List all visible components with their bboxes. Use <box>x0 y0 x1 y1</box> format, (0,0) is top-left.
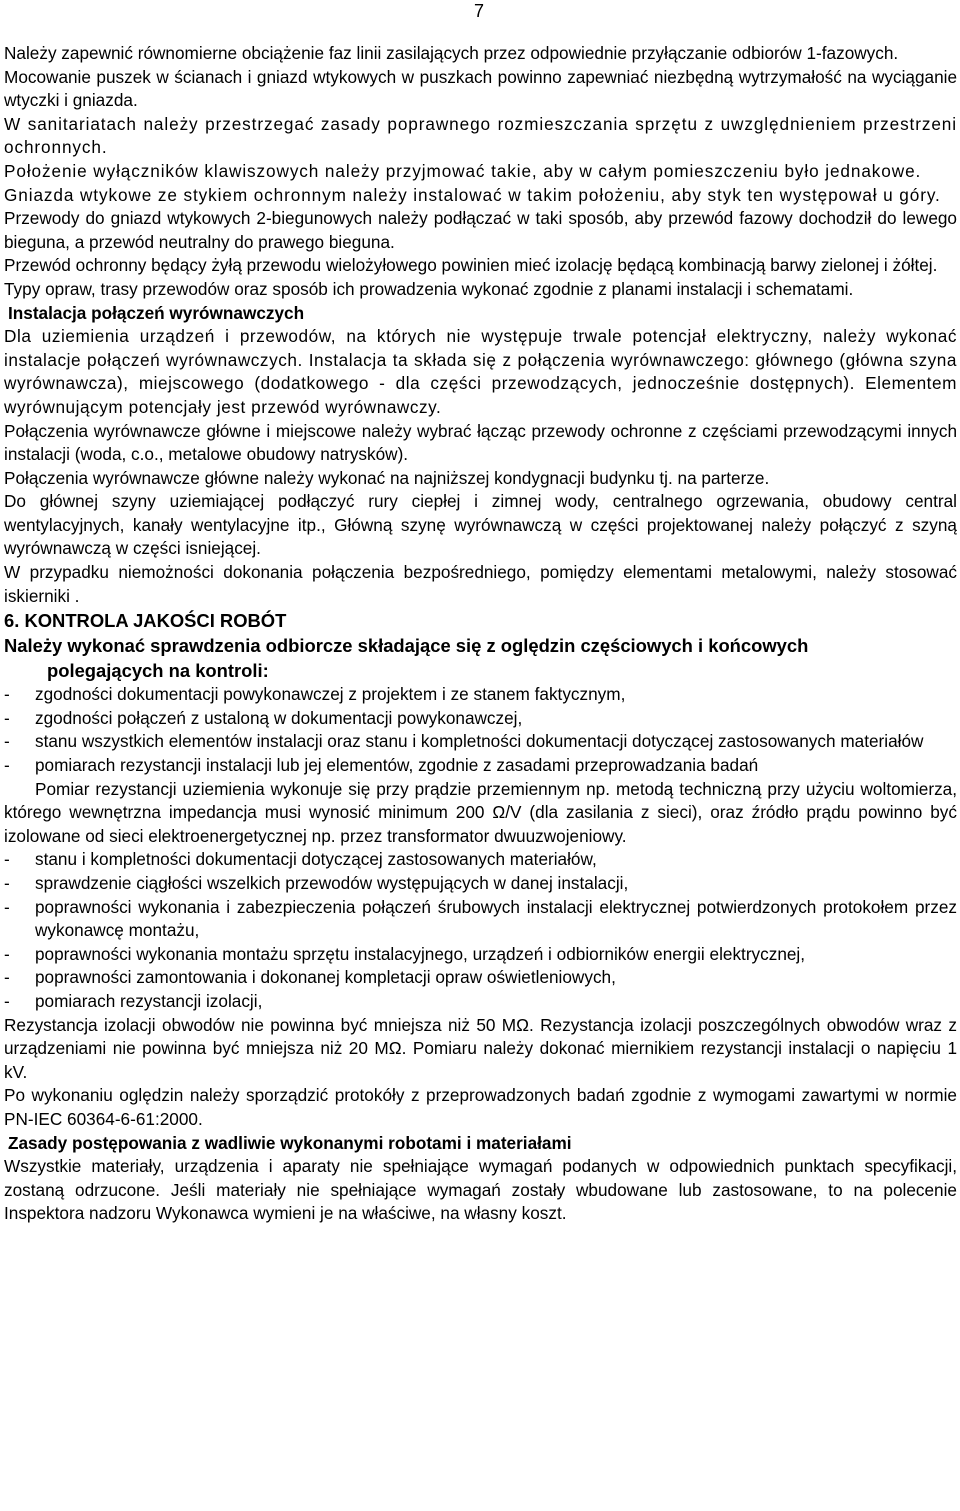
paragraph-equipotential-ground-floor: Połączenia wyrównawcze główne należy wykonać na najniższej kondygnacji budynku tj. na parterze. <box>4 467 770 488</box>
paragraph-sanitary: W sanitariatach należy przestrzegać zasady poprawnego rozmieszczania sprzętu z uwzględnieniem przestrzeni ochronnych. <box>4 113 957 158</box>
paragraph-defective-works: Wszystkie materiały, urządzenia i aparaty nie spełniające wymagań podanych w odpowiednich punktach specyfikacji, zostaną odrzucone. Jeśli materiały nie spełniające wymagań zostały wbudowane lub zastosowane, to na polecenie Inspektora nadzoru Wykonawca wymieni je na właściwe, na własny koszt. <box>4 1156 957 1224</box>
list-item: - stanu i kompletności dokumentacji dotyczącej zastosowanych materiałów, <box>4 848 957 872</box>
list-item: - sprawdzenie ciągłości wszelkich przewodów występujących w danej instalacji, <box>4 872 957 896</box>
paragraph-main-busbar: Do głównej szyny uziemiającej podłączyć rury ciepłej i zimnej wody, centralnego ogrzewania, obudowy central wentylacyjnych, kanały wentylacyjne itp., Główną szynę wyrównawczą w części projektowanej należy połączyć z szyną wyrównawczą w części isniejącej. <box>4 491 957 559</box>
list-item: - poprawności wykonania montażu sprzętu instalacyjnego, urządzeń i odbiorników energii elektrycznej, <box>4 943 957 967</box>
acceptance-checks-line2: polegających na kontroli: <box>47 660 269 682</box>
heading-defective-works: Zasady postępowania z wadliwie wykonanymi robotami i materiałami <box>8 1132 572 1153</box>
list-item: - poprawności zamontowania i dokonanej kompletacji opraw oświetleniowych, <box>4 966 957 990</box>
inspection-list <box>4 848 957 1013</box>
list-item: - stanu wszystkich elementów instalacji oraz stanu i kompletności dokumentacji dotyczącej zastosowanych materiałów <box>4 730 957 754</box>
paragraph-switch-position: Położenie wyłączników klawiszowych należy przyjmować takie, aby w całym pomieszczeniu było jednakowe. <box>4 160 922 181</box>
paragraph-insulation-resistance: Rezystancja izolacji obwodów nie powinna być mniejsza niż 50 MΩ. Rezystancja izolacji poszczególnych obwodów wraz z urządzeniami nie powinna być mniejsza niż 20 MΩ. Pomiaru należy dokonać miernikiem rezystancji instalacji o napięciu 1 kV. <box>4 1014 957 1082</box>
list-item: - poprawności wykonania i zabezpieczenia połączeń śrubowych instalacji elektrycznej potwierdzonych protokołem przez wykonawcę montażu, <box>4 896 957 943</box>
list-item: - pomiarach rezystancji instalacji lub jej elementów, zgodnie z zasadami przeprowadzania badań <box>4 754 957 778</box>
document-body <box>4 42 957 1226</box>
paragraph-equipotential-main-local: Połączenia wyrównawcze główne i miejscowe należy wybrać łącząc przewody ochronne z częściami przewodzącymi innych instalacji (woda, c.o., metalowe obudowy natrysków). <box>4 420 957 465</box>
paragraph-socket-wiring: Przewody do gniazd wtykowych 2-biegunowych należy podłączać w taki sposób, aby przewód fazowy dochodził do lewego bieguna, a przewód neutralny do prawego bieguna. <box>4 208 957 252</box>
paragraph-socket-position: Gniazda wtykowe ze stykiem ochronnym należy instalować w takim położeniu, aby styk ten występował u góry. <box>4 184 941 205</box>
paragraph-spark-gaps: W przypadku niemożności dokonania połączenia bezpośredniego, pomiędzy elementami metalowymi, należy stosować iskierniki . <box>4 562 957 606</box>
page-number: 7 <box>474 1 485 21</box>
checks-list <box>4 683 957 777</box>
paragraph-earth-resistance: Pomiar rezystancji uziemienia wykonuje się przy prądzie przemiennym np. metodą techniczną przy użyciu woltomierza, którego wewnętrzna impedancja musi wynosić minimum 200 Ω/V (dla zasilania z sieci), oraz źródło prądu powinno być izolowane od sieci elektroenergetycznej np. przez transformator dwuuzwojeniowy. <box>4 778 957 846</box>
list-item: - zgodności połączeń z ustaloną w dokumentacji powykonawczej, <box>4 707 957 731</box>
paragraph-protocols: Po wykonaniu oględzin należy sporządzić protokóły z przeprowadzonych badań zgodnie z wymogami zawartymi w normie PN-IEC 60364-6-61:2000. <box>4 1085 957 1129</box>
acceptance-checks-line1: Należy wykonać sprawdzenia odbiorcze składające się z oględzin częściowych i końcowych <box>4 635 809 657</box>
paragraph-phase-load: Należy zapewnić równomierne obciążenie faz linii zasilających przez odpowiednie przyłączanie odbiorów 1-fazowych. <box>4 43 899 63</box>
heading-quality-control: 6. KONTROLA JAKOŚCI ROBÓT <box>4 610 287 632</box>
heading-equipotential: Instalacja połączeń wyrównawczych <box>8 302 305 323</box>
heading-acceptance-checks <box>4 633 957 683</box>
paragraph-protective-conductor: Przewód ochronny będący żyłą przewodu wielożyłowego powinien mieć izolację będącą kombinacją barwy zielonej i żółtej. <box>4 255 938 276</box>
paragraph-luminaire-types: Typy opraw, trasy przewodów oraz sposób ich prowadzenia wykonać zgodnie z planami instalacji i schematami. <box>4 278 854 299</box>
paragraph-box-mounting: Mocowanie puszek w ścianach i gniazd wtykowych w puszkach powinno zapewniać niezbędną wytrzymałość na wyciąganie wtyczki i gniazda. <box>4 66 957 111</box>
list-item: - pomiarach rezystancji izolacji, <box>4 990 957 1014</box>
paragraph-equipotential-intro: Dla uziemienia urządzeń i przewodów, na których nie występuje trwale potencjał elektryczny, należy wykonać instalacje połączeń wyrównawczych. Instalacja ta składa się z połączenia wyrównawczego: głównego (główna szyna wyrównawcza), miejscowego (dodatkowego - dla części przewodzących, jednocześnie dostępnych). Elementem wyrównującym potencjały jest przewód wyrównawczy. <box>4 326 957 417</box>
list-item: - zgodności dokumentacji powykonawczej z projektem i ze stanem faktycznym, <box>4 683 957 707</box>
